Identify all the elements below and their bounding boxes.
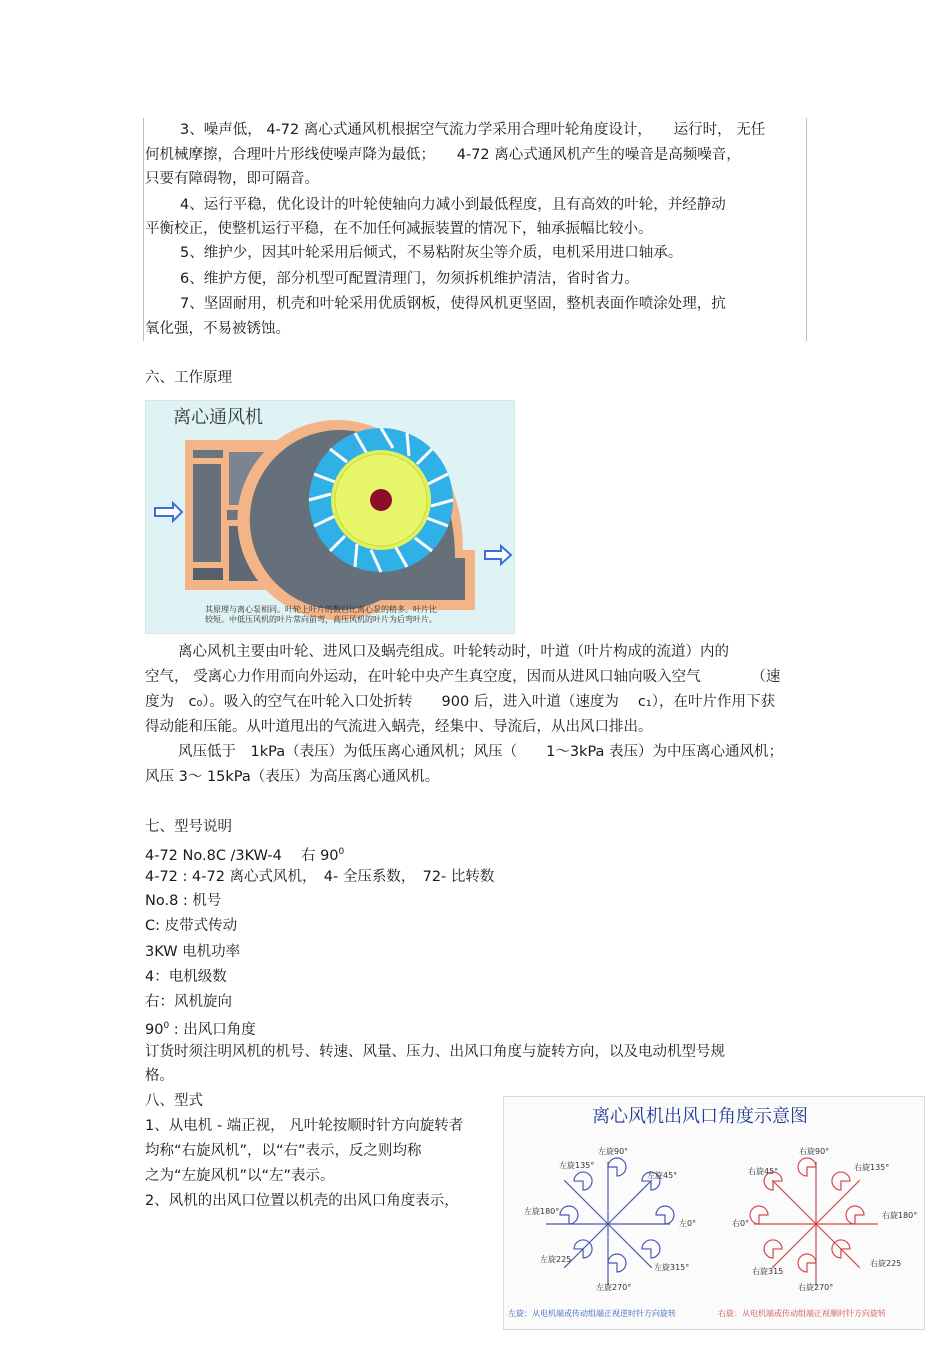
model-item-4: 3KW 电机功率 [145, 944, 241, 960]
right-label-0: 右0° [732, 1219, 750, 1228]
model-code-text: 4-72 No.8C /3KW-4 右 90 [145, 847, 339, 864]
volute-glyph [608, 1254, 626, 1272]
type-line-1: 1、从电机 - 端正视， 凡叶轮按顺时针方向旋转者 [145, 1118, 464, 1134]
outlet-angle-figure [503, 1096, 925, 1330]
section-6-heading: 六、工作原理 [145, 370, 232, 386]
angle-spoke [608, 1224, 652, 1268]
volute-glyph [560, 1206, 578, 1224]
principle-para-1-line-3: 度为 c₀）。吸入的空气在叶轮入口处折转 900 后，进入叶道（速度为 c₁），在叶片作用下获 [145, 694, 775, 710]
outlet-angle-diagram [504, 1097, 924, 1329]
volute-glyph [750, 1206, 768, 1224]
figure-caption-line-1: 其原理与离心泵相同。叶轮上叶片的数目比离心泵的稍多。叶片比 [205, 605, 437, 614]
feature-3-line-3: 只要有障碍物，即可隔音。 [145, 171, 319, 187]
principle-para-2-line-1: 风压低于 1kPa（表压）为低压离心通风机；风压（ 1～3kPa 表压）为中压离心通风机； [178, 744, 784, 760]
volute-glyph [832, 1172, 850, 1190]
type-line-3: 之为“左旋风机”以“左”表示。 [145, 1168, 335, 1184]
model-code-degree: 0 [338, 847, 345, 857]
outlet-angle-title: 离心风机出风口角度示意图 [592, 1106, 808, 1127]
feature-4-line-1: 4、运行平稳，优化设计的叶轮使轴向力减小到最低程度，且有高效的叶轮，并经静动 [180, 197, 726, 213]
angle-spoke [772, 1180, 816, 1224]
order-note-line-2: 格。 [145, 1068, 174, 1084]
angle-spoke [816, 1224, 860, 1268]
volute-glyph [574, 1172, 592, 1190]
angle-spoke [608, 1180, 652, 1224]
model-item-7-degree: 0 [163, 1021, 170, 1031]
right-label-180: 右旋180° [882, 1211, 918, 1220]
model-item-5: 4：电机级数 [145, 969, 227, 985]
volute-glyph [656, 1206, 674, 1224]
angle-spoke [772, 1224, 816, 1268]
centrifugal-fan-diagram [145, 400, 515, 634]
left-label-225: 左旋225 [540, 1255, 572, 1264]
volute-glyph [798, 1254, 816, 1272]
left-label-0: 左0° [679, 1219, 697, 1228]
right-label-135: 右旋135° [854, 1163, 890, 1172]
feature-5: 5、维护少，因其叶轮采用后倾式，不易粘附灰尘等介质，电机采用进口轴承。 [180, 245, 683, 261]
right-rotation-caption: 右旋：从电机端或传动组端正视顺时针方向旋转 [718, 1309, 886, 1318]
volute-glyph [846, 1206, 864, 1224]
model-item-6: 右：风机旋向 [145, 994, 232, 1010]
right-label-45: 右旋45° [748, 1167, 779, 1176]
section-7-heading: 七、型号说明 [145, 819, 232, 835]
feature-7-line-1: 7、坚固耐用，机壳和叶轮采用优质钢板，使得风机更坚固，整机表面作喷涂处理，抗 [180, 296, 726, 312]
order-note-line-1: 订货时须注明风机的机号、转速、风量、压力、出风口角度与旋转方向，以及电动机型号规 [145, 1044, 725, 1060]
right-border-line [806, 118, 807, 341]
right-label-90: 右旋90° [799, 1147, 830, 1156]
type-line-2: 均称“右旋风机”，以“右”表示，反之则均称 [145, 1143, 422, 1159]
model-code [145, 842, 344, 866]
left-label-180: 左旋180° [524, 1207, 560, 1216]
right-label-315: 右旋315 [752, 1267, 784, 1276]
feature-3-line-1: 3、噪声低， 4-72 离心式通风机根据空气流力学采用合理叶轮角度设计， 运行时， 无任 [180, 122, 766, 138]
feature-7-line-2: 氧化强，不易被锈蚀。 [145, 321, 290, 337]
type-line-4: 2、风机的出风口位置以机壳的出风口角度表示， [145, 1193, 459, 1209]
model-item-7-value: 90 [145, 1021, 164, 1038]
section-8-heading: 八、型式 [145, 1093, 203, 1109]
principle-para-2-line-2: 风压 3～ 15kPa（表压）为高压离心通风机。 [145, 769, 440, 785]
left-label-135: 左旋135° [559, 1161, 595, 1170]
left-label-45: 左旋45° [647, 1171, 678, 1180]
model-item-3: C: 皮带式传动 [145, 918, 238, 934]
angle-spoke [564, 1180, 608, 1224]
model-item-7-label: : 出风口角度 [169, 1021, 256, 1038]
figure-caption-line-2: 较短。中低压风机的叶片常向前弯，高压风机的叶片为后弯叶片。 [205, 615, 437, 624]
left-label-270: 左旋270° [596, 1283, 632, 1292]
left-rotation-caption: 左旋：从电机端或传动组端正视逆时针方向旋转 [508, 1309, 676, 1318]
feature-4-line-2: 平衡校正，使整机运行平稳，在不加任何减振装置的情况下，轴承振幅比较小。 [145, 221, 653, 237]
volute-glyph [642, 1240, 660, 1258]
volute-glyph [608, 1158, 626, 1176]
principle-para-1-line-2: 空气， 受离心力作用而向外运动，在叶轮中央产生真空度，因而从进风口轴向吸入空气 （速 [145, 669, 781, 685]
volute-glyph [764, 1240, 782, 1258]
feature-3-line-2: 何机械摩擦，合理叶片形线使噪声降为最低； 4-72 离心式通风机产生的噪音是高频噪音， [145, 147, 741, 163]
principle-para-1-line-4: 得动能和压能。从叶道甩出的气流进入蜗壳，经集中、导流后，从出风口排出。 [145, 719, 653, 735]
model-item-2: No.8 : 机号 [145, 893, 222, 909]
model-item-7 [145, 1016, 256, 1040]
principle-para-1-line-1: 离心风机主要由叶轮、进风口及蜗壳组成。叶轮转动时，叶道（叶片构成的流道）内的 [178, 644, 729, 660]
right-label-225: 右旋225 [870, 1259, 902, 1268]
left-border-line [143, 118, 144, 341]
volute-glyph [798, 1158, 816, 1176]
left-label-315: 左旋315° [654, 1263, 690, 1272]
model-item-1: 4-72 : 4-72 离心式风机， 4- 全压系数， 72- 比转数 [145, 869, 495, 885]
centrifugal-fan-figure [145, 400, 515, 634]
left-label-90: 左旋90° [598, 1147, 629, 1156]
figure-title: 离心通风机 [173, 407, 263, 428]
feature-6: 6、维护方便，部分机型可配置清理门，勿须拆机维护清洁，省时省力。 [180, 271, 639, 287]
angle-spoke [816, 1180, 860, 1224]
right-label-270: 右旋270° [798, 1283, 834, 1292]
